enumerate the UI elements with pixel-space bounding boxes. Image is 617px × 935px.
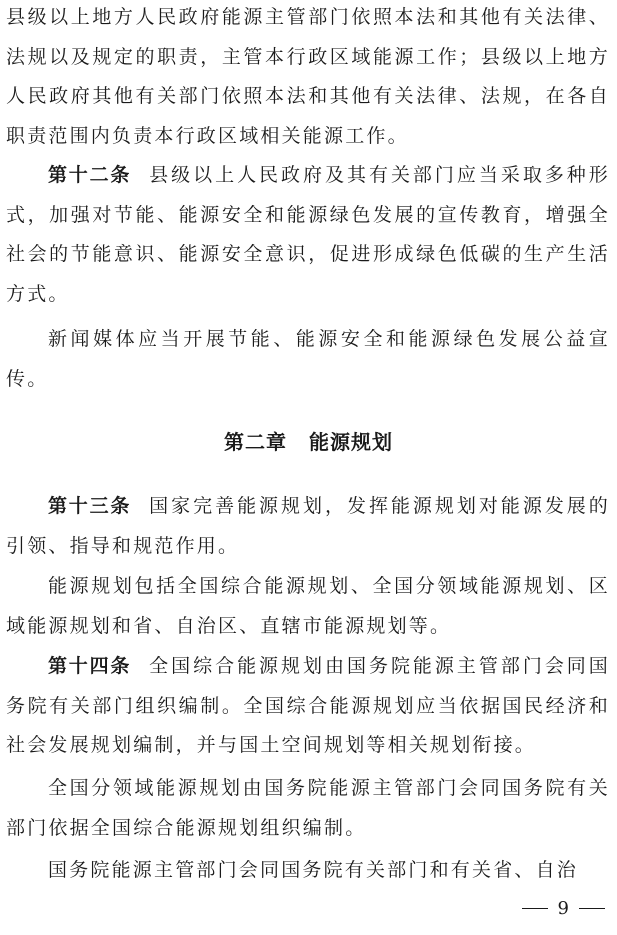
article-number: 第十三条	[48, 495, 132, 517]
paragraph-text: 能源规划包括全国综合能源规划、全国分领域能源规划、区域能源规划和省、自治区、直辖市能源规划等。	[6, 575, 610, 637]
paragraph-text: 全国综合能源规划由国务院能源主管部门会同国务院有关部门组织编制。全国综合能源规划应当依据国民经济和社会发展规划编制，并与国土空间规划等相关规划衔接。	[6, 655, 610, 756]
dash-decoration	[522, 908, 548, 909]
article-number: 第十四条	[48, 655, 132, 677]
chapter-number: 第二章	[224, 430, 287, 454]
paragraph-text: 全国分领域能源规划由国务院能源主管部门会同国务院有关部门依据全国综合能源规划组织编制。	[6, 777, 610, 839]
paragraph-text: 县级以上地方人民政府能源主管部门依照本法和其他有关法律、法规以及规定的职责，主管本行政区域能源工作；县级以上地方人民政府其他有关部门依照本法和其他有关法律、法规，在各自职责范围内负责本行政区域相关能源工作。	[6, 6, 610, 147]
paragraph-article-14	[6, 647, 610, 766]
paragraph	[6, 851, 610, 891]
paragraph-article-12	[6, 156, 610, 314]
paragraph-text: 县级以上人民政府及其有关部门应当采取多种形式，加强对节能、能源安全和能源绿色发展的宣传教育，增强全社会的节能意识、能源安全意识，促进形成绿色低碳的生产生活方式。	[6, 164, 610, 305]
paragraph-text: 国务院能源主管部门会同国务院有关部门和有关省、自治	[48, 859, 579, 881]
page-number	[522, 898, 605, 919]
paragraph	[6, 0, 610, 156]
dash-decoration	[579, 908, 605, 909]
paragraph	[6, 769, 610, 848]
chapter-heading	[0, 426, 617, 455]
paragraph	[6, 567, 610, 646]
article-number: 第十二条	[48, 164, 132, 186]
page-number-value: 9	[557, 898, 569, 919]
paragraph-article-13	[6, 487, 610, 566]
chapter-title: 能源规划	[309, 430, 393, 454]
paragraph-text: 新闻媒体应当开展节能、能源安全和能源绿色发展公益宣传。	[6, 328, 610, 390]
paragraph-text: 国家完善能源规划，发挥能源规划对能源发展的引领、指导和规范作用。	[6, 495, 610, 557]
paragraph	[6, 320, 610, 399]
